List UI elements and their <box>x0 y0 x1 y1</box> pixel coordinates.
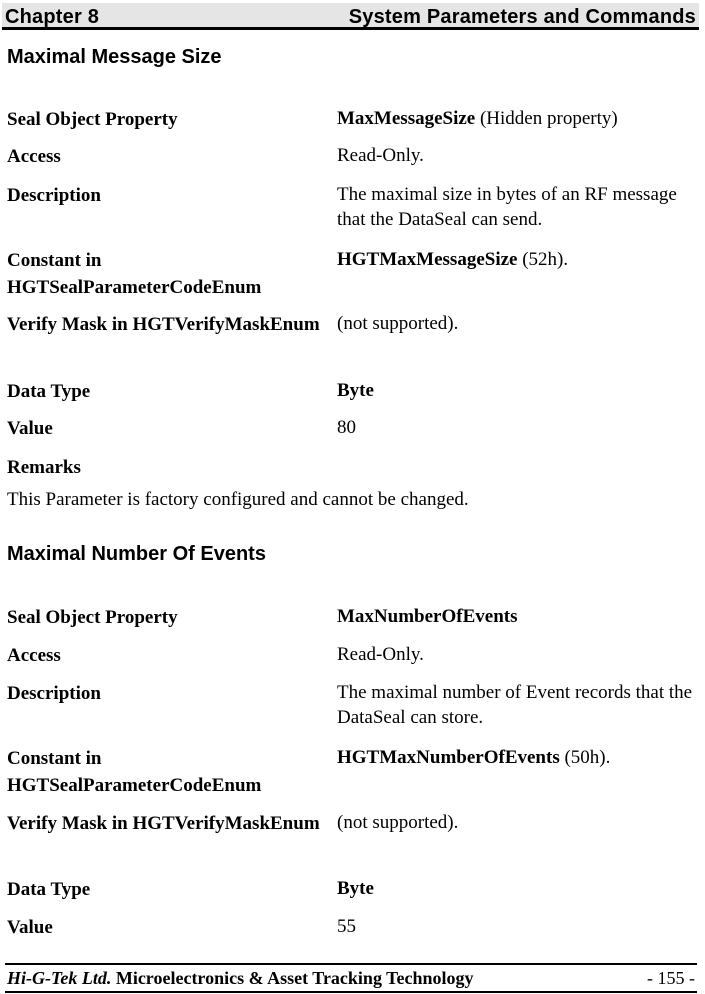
property-label: Description <box>7 185 101 206</box>
section-heading: Maximal Number Of Events <box>7 543 266 565</box>
section-heading: Maximal Message Size <box>7 46 222 68</box>
property-label: Verify Mask in HGTVerifyMaskEnum <box>7 314 320 335</box>
property-label: Value <box>7 917 53 938</box>
property-label: Access <box>7 645 61 666</box>
page-footer <box>5 963 697 993</box>
section-title-header: System Parameters and Commands <box>348 6 696 28</box>
property-value-text: The maximal size in bytes of an RF message that the DataSeal can send. <box>337 184 677 230</box>
property-value-text: 80 <box>337 417 356 438</box>
property-value <box>337 143 697 168</box>
property-value-text: (not supported). <box>337 812 459 833</box>
property-value <box>337 914 697 939</box>
property-value <box>337 810 697 835</box>
property-value-bold: MaxMessageSize <box>337 108 476 129</box>
property-value-bold: HGTMaxNumberOfEvents <box>337 747 560 768</box>
property-label: Seal Object Property <box>7 607 178 628</box>
property-value-bold: HGTMaxMessageSize <box>337 249 518 270</box>
property-value <box>337 680 697 730</box>
property-value <box>337 604 697 629</box>
property-label: Value <box>7 418 53 439</box>
property-value <box>337 106 697 131</box>
property-label: Seal Object Property <box>7 109 178 130</box>
property-value-text: The maximal number of Event records that the DataSeal can store. <box>337 682 693 728</box>
property-value-text: Read-Only. <box>337 644 424 665</box>
property-value <box>337 876 697 901</box>
property-value-text: (Hidden property) <box>475 108 618 129</box>
property-value-bold: MaxNumberOfEvents <box>337 606 518 627</box>
property-value-text: Read-Only. <box>337 145 424 166</box>
page-header <box>2 3 699 30</box>
property-label: Data Type <box>7 879 91 900</box>
property-value-text: 55 <box>337 916 356 937</box>
chapter-title: Chapter 8 <box>5 6 100 28</box>
property-value <box>337 378 697 403</box>
property-value-text: (52h). <box>517 249 569 270</box>
property-value <box>337 247 697 272</box>
property-value <box>337 745 697 770</box>
property-label: Access <box>7 146 61 167</box>
property-label: Verify Mask in HGTVerifyMaskEnum <box>7 813 320 834</box>
remarks-text: This Parameter is factory configured and cannot be changed. <box>7 489 469 510</box>
property-value <box>337 415 697 440</box>
footer-company <box>7 968 473 989</box>
property-value-bold: Byte <box>337 878 374 899</box>
property-value-bold: Byte <box>337 380 374 401</box>
property-label: Data Type <box>7 381 91 402</box>
footer-tagline: Microelectronics & Asset Tracking Technology <box>111 968 474 988</box>
page-number: - 155 - <box>647 968 695 988</box>
property-value <box>337 311 697 336</box>
property-label: Constant in HGTSealParameterCodeEnum <box>7 250 262 298</box>
footer-company-name: Hi-G-Tek Ltd. <box>7 968 112 988</box>
property-value <box>337 642 697 667</box>
property-value-text: (50h). <box>559 747 611 768</box>
property-value <box>337 182 697 232</box>
remarks-label: Remarks <box>7 457 81 478</box>
property-label: Description <box>7 683 101 704</box>
property-value-text: (not supported). <box>337 313 459 334</box>
property-label: Constant in HGTSealParameterCodeEnum <box>7 748 262 796</box>
